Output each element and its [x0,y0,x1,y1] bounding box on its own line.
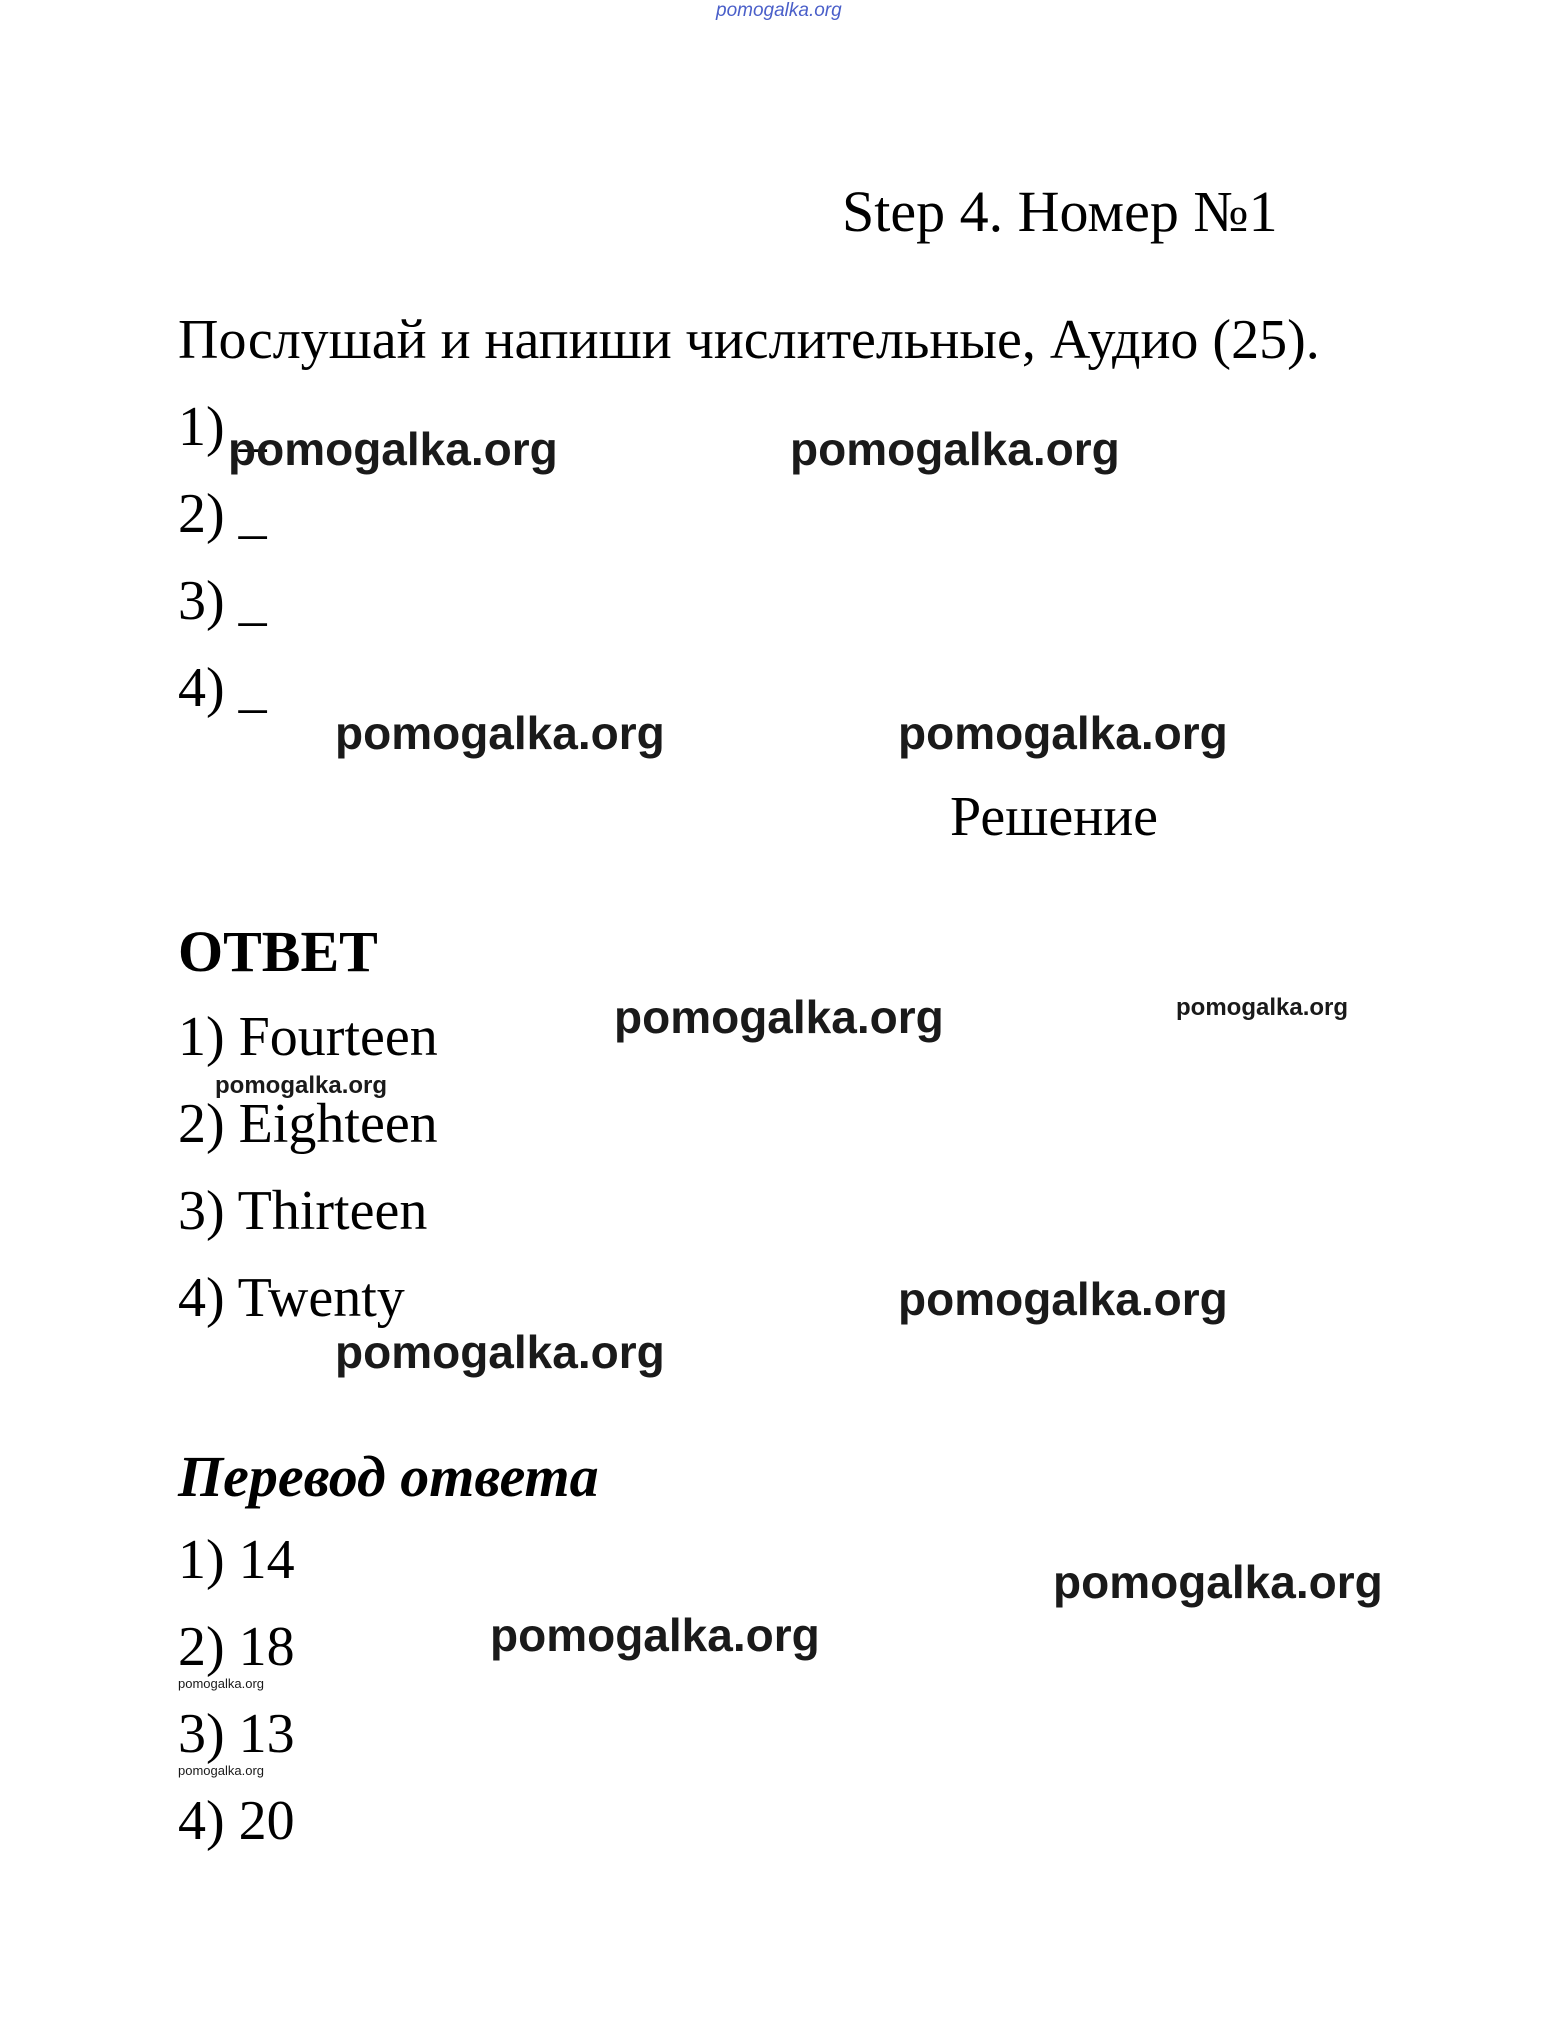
task-blank-4: 4) _ [178,657,267,719]
watermark: pomogalka.org [178,1676,264,1691]
answer-item-1: 1) Fourteen [178,1006,438,1068]
translation-item-1: 1) 14 [178,1529,295,1591]
watermark: pomogalka.org [898,1273,1228,1325]
watermark: pomogalka.org [228,423,558,475]
answer-item-2: 2) Eighteen [178,1093,438,1155]
task-blank-2: 2) _ [178,483,267,545]
watermark: pomogalka.org [490,1609,820,1661]
translation-item-4: 4) 20 [178,1790,295,1852]
watermark: pomogalka.org [1176,994,1349,1021]
watermark: pomogalka.org [335,707,665,759]
watermark: pomogalka.org [215,1072,388,1099]
watermark: pomogalka.org [614,991,944,1043]
answer-item-3: 3) Thirteen [178,1180,428,1242]
translation-item-2: 2) 18 [178,1616,295,1678]
solution-label: Решение [950,786,1159,848]
watermark: pomogalka.org [898,707,1228,759]
task-instruction: Послушай и напиши числительные, Аудио (25). [178,309,1320,371]
page-title: Step 4. Номер №1 [842,179,1278,244]
watermark: pomogalka.org [790,423,1120,475]
task-blank-3: 3) _ [178,570,267,632]
watermark: pomogalka.org [178,1763,264,1778]
answer-item-4: 4) Twenty [178,1267,405,1329]
header-watermark: pomogalka.org [716,0,842,21]
watermark: pomogalka.org [1053,1556,1383,1608]
watermark: pomogalka.org [335,1326,665,1378]
answer-heading: ОТВЕТ [178,919,378,984]
translation-item-3: 3) 13 [178,1703,295,1765]
translation-heading: Перевод ответа [178,1444,599,1509]
task-blank-1: 1) _ [178,396,267,458]
